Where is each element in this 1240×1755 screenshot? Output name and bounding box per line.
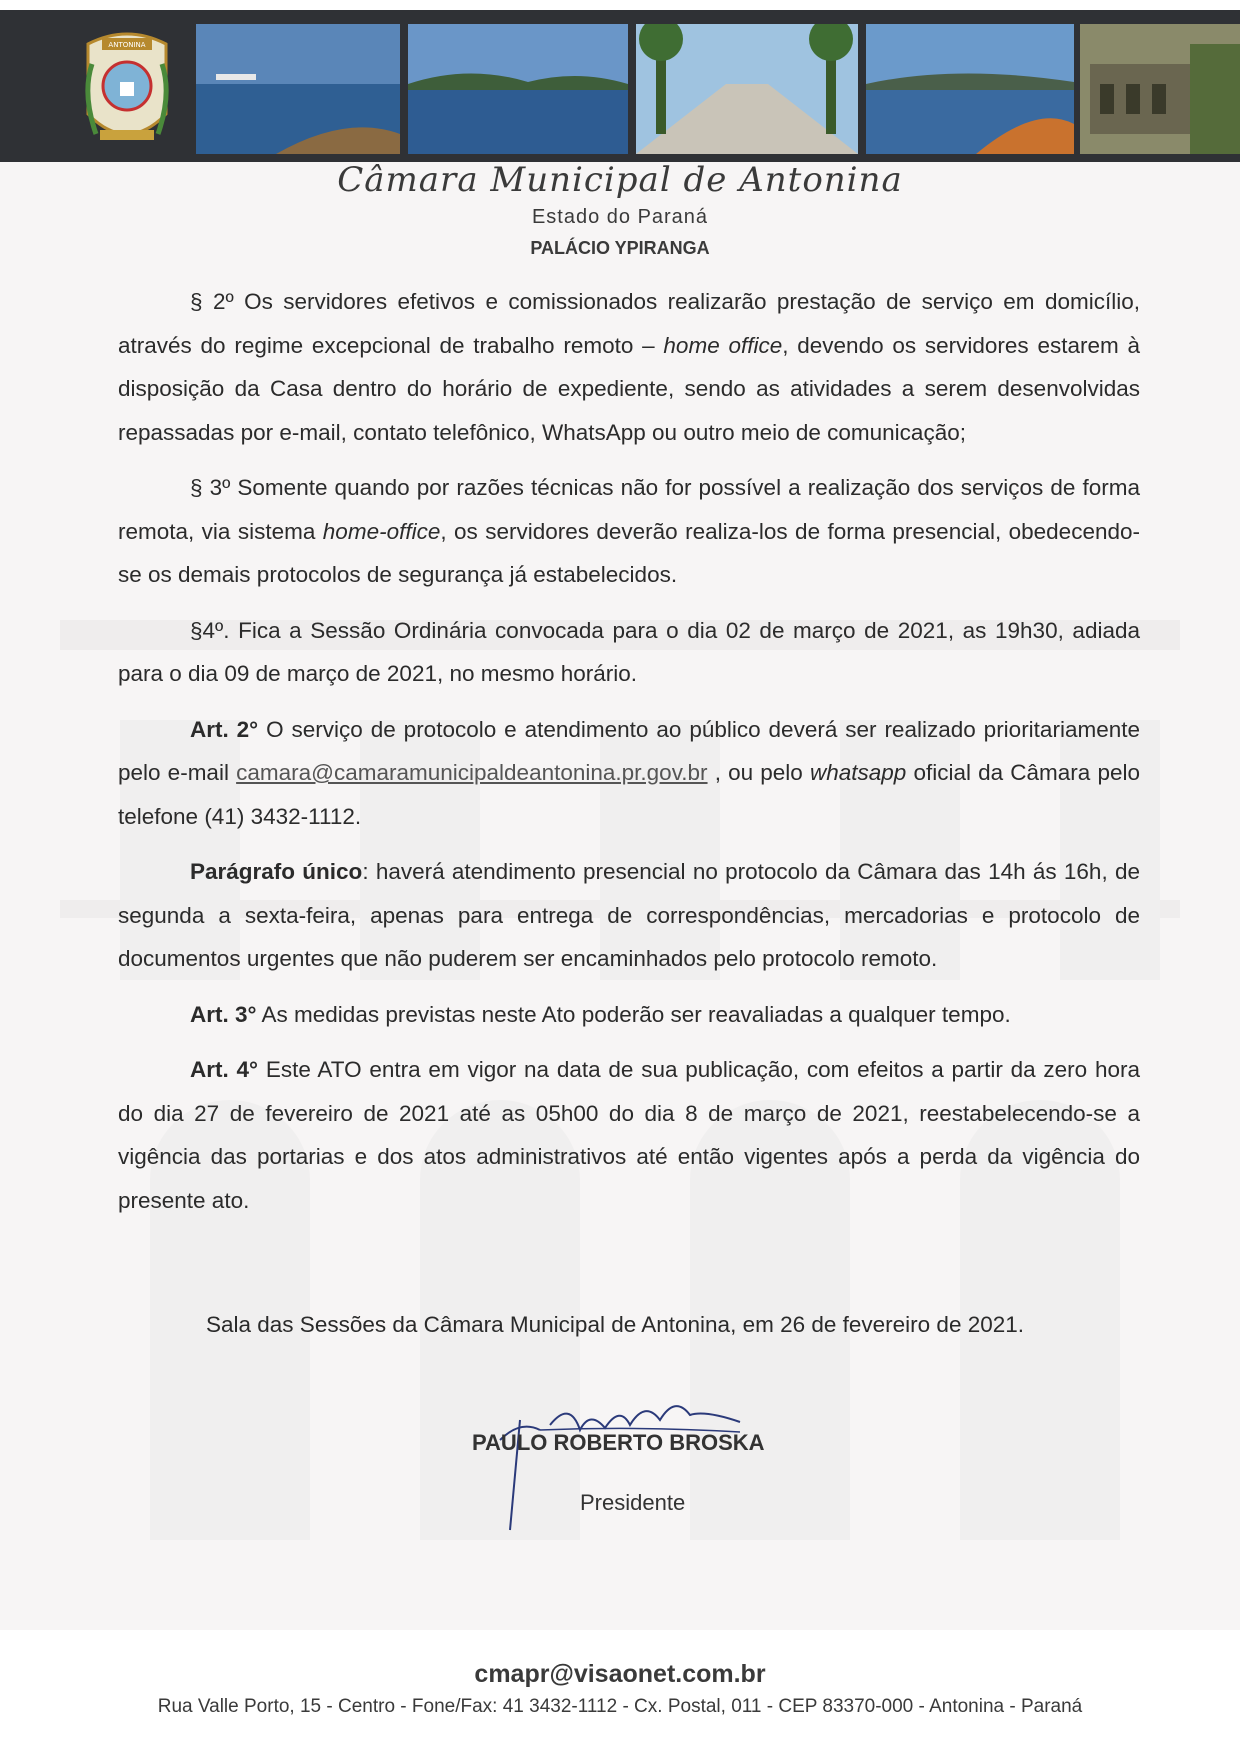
p6-tail: As medidas previstas neste Ato poderão ser reavaliadas a qualquer tempo. (256, 1001, 1011, 1027)
p1-lead: § 2º Os servidores efetivos e comissionados realizarão prestação de serviço em domicílio, através do regime excepcional de trabalho remoto – (118, 289, 1140, 358)
p1-emphasis: home office (663, 332, 783, 358)
organization-title: Câmara Municipal de Antonina (337, 160, 903, 200)
p2-tail: , os servidores deverão realiza-los de forma presencial, obedecendo-se os demais protocolos de segurança já estabelecidos. (118, 518, 1140, 587)
handwritten-signature (480, 1380, 800, 1540)
bay-photo-1 (196, 24, 400, 154)
ruins-photo (1080, 24, 1240, 154)
p4-lead: O serviço de protocolo e atendimento ao público deverá ser realizado prioritariamente pelo e-mail (118, 716, 1140, 785)
signer-role: Presidente (580, 1490, 686, 1515)
p2-emphasis: home-office (322, 518, 441, 544)
paragraph-section-2 (118, 280, 1140, 454)
paragraph-section-4: §4º. Fica a Sessão Ordinária convocada para o dia 02 de março de 2021, as 19h30, adiada para o dia 09 de março de 2021, no mesmo horário. (118, 617, 1140, 686)
p5-tail: : haverá atendimento presencial no protocolo da Câmara das 14h ás 16h, de segunda a sexta-feira, apenas para entrega de correspondências, mercadorias e protocolo de documentos urgentes que não puderem ser encaminhados pelo protocolo remoto. (118, 859, 1140, 971)
p2-lead: § 3º Somente quando por razões técnicas não for possível a realização dos serviços de forma remota, via sistema (118, 475, 1140, 544)
protocol-email-link[interactable]: camara@camaramunicipaldeantonina.pr.gov.br (236, 760, 708, 785)
document-body (118, 280, 1140, 1234)
state-name: Estado do Paraná (531, 206, 709, 228)
p4-tail: oficial da Câmara pelo telefone (41) 3432-1112. (118, 760, 1141, 829)
promenade-photo (636, 24, 858, 154)
article-4-label: Art. 4° (190, 1057, 259, 1082)
municipal-crest-icon (78, 24, 176, 160)
p4-emphasis: whatsapp (809, 760, 907, 785)
closing-line: Sala das Sessões da Câmara Municipal de Antonina, em 26 de fevereiro de 2021. (206, 1312, 1025, 1337)
p7-tail: Este ATO entra em vigor na data de sua publicação, com efeitos a partir da zero hora do dia 27 de fevereiro de 2021 até as 05h00 do dia 8 de março de 2021, reestabelecendo-se a vigência das portarias e dos atos administrativos até então vigentes após a perda da vigência do presente ato. (118, 1057, 1140, 1213)
paragraph-article-2 (118, 708, 1140, 839)
crest-label: ANTONINA (108, 41, 146, 49)
p1-tail: , devendo os servidores estarem à disposição da Casa dentro do horário de expediente, sendo as atividades a serem desenvolvidas repassadas por e-mail, contato telefônico, WhatsApp ou outro meio de comunicação; (118, 332, 1140, 445)
paragraph-sole-paragraph (118, 850, 1140, 981)
article-2-label: Art. 2° (190, 716, 259, 742)
p4-mid: , ou pelo (707, 760, 810, 785)
bay-photo-3 (866, 24, 1074, 154)
footer-email[interactable]: cmapr@visaonet.com.br (474, 1660, 766, 1688)
article-3-label: Art. 3° (190, 1001, 257, 1027)
paragraph-article-3 (118, 993, 1140, 1037)
footer-address: Rua Valle Porto, 15 - Centro - Fone/Fax: 41 3432-1112 - Cx. Postal, 011 - CEP 83370-000 - Antonina - Paraná (157, 1696, 1083, 1717)
signer-name: PAULO ROBERTO BROSKA (472, 1430, 765, 1455)
paragraph-section-3 (118, 466, 1140, 597)
sole-paragraph-label: Parágrafo único (190, 859, 363, 884)
palace-name: PALÁCIO YPIRANGA (530, 238, 710, 258)
paragraph-article-4 (118, 1048, 1140, 1222)
bay-photo-2 (408, 24, 628, 154)
